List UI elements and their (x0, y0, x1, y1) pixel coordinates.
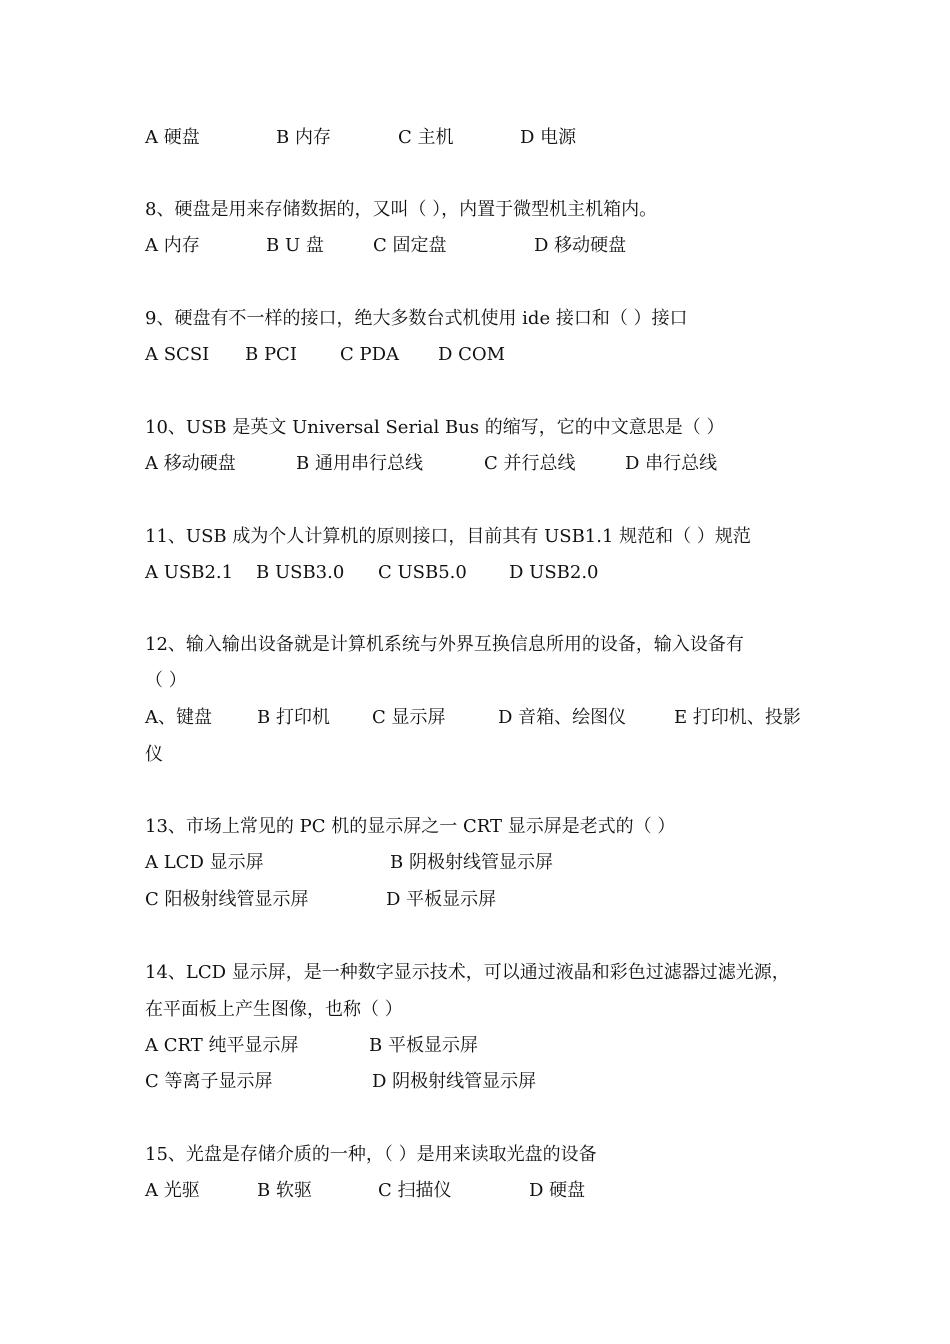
option-b: B U 盘 (266, 235, 324, 256)
option-d: D 音箱、绘图仪 (498, 707, 627, 728)
option-a: A 光驱 (145, 1180, 200, 1201)
option-b: B 通用串行总线 (296, 453, 423, 474)
option-b: B USB3.0 (256, 562, 345, 583)
option-d: D 电源 (520, 127, 577, 148)
option-b: B 内存 (276, 127, 331, 148)
option-d: D COM (438, 344, 506, 365)
option-b: B 打印机 (257, 707, 330, 728)
option-a: A LCD 显示屏 (145, 852, 264, 873)
option-c: C PDA (340, 344, 400, 365)
option-c: C 扫描仪 (378, 1180, 452, 1201)
option-d: D USB2.0 (509, 562, 599, 583)
question-14-text: 14、LCD 显示屏，是一种数字显示技术，可以通过液晶和彩色过滤器过滤光源， (145, 962, 790, 983)
question-14-text-continued: 在平面板上产生图像，也称（ ） (145, 999, 403, 1020)
option-c: C USB5.0 (378, 562, 467, 583)
option-c: C 并行总线 (484, 453, 576, 474)
option-a: A、键盘 (145, 707, 212, 728)
option-a: A 硬盘 (145, 127, 200, 148)
option-a: A 内存 (145, 235, 200, 256)
question-12-text: 12、输入输出设备就是计算机系统与外界互换信息所用的设备，输入设备有 (145, 634, 744, 655)
option-c: C 阳极射线管显示屏 (145, 889, 309, 910)
question-15-text: 15、光盘是存储介质的一种，（ ）是用来读取光盘的设备 (145, 1144, 597, 1165)
question-11-text: 11、USB 成为个人计算机的原则接口，目前其有 USB1.1 规范和（ ）规范 (145, 526, 751, 547)
option-b: B 阴极射线管显示屏 (390, 852, 553, 873)
option-d: D 阴极射线管显示屏 (372, 1071, 537, 1092)
option-b: B 平板显示屏 (369, 1035, 478, 1056)
option-c: C 主机 (398, 127, 454, 148)
option-c: C 固定盘 (373, 235, 447, 256)
option-a: A CRT 纯平显示屏 (145, 1035, 299, 1056)
option-b: B 软驱 (257, 1180, 312, 1201)
option-d: D 移动硬盘 (534, 235, 627, 256)
option-a: A USB2.1 (145, 562, 234, 583)
option-e: E 打印机、投影 (674, 707, 801, 728)
question-13-text: 13、市场上常见的 PC 机的显示屏之一 CRT 显示屏是老式的（ ） (145, 816, 676, 837)
option-c: C 显示屏 (372, 707, 446, 728)
question-8-text: 8、硬盘是用来存储数据的，又叫（ ），内置于微型机主机箱内。 (145, 199, 658, 220)
option-b: B PCI (245, 344, 297, 365)
option-d: D 硬盘 (529, 1180, 586, 1201)
option-a: A SCSI (145, 344, 210, 365)
question-10-text: 10、USB 是英文 Universal Serial Bus 的缩写，它的中文意思是（ ） (145, 417, 725, 438)
question-12-text-continued: （ ） (145, 670, 187, 691)
option-d: D 串行总线 (625, 453, 718, 474)
option-c: C 等离子显示屏 (145, 1071, 273, 1092)
option-a: A 移动硬盘 (145, 453, 236, 474)
option-d: D 平板显示屏 (386, 889, 497, 910)
question-12-options-wrap: 仪 (145, 744, 163, 765)
question-9-text: 9、硬盘有不一样的接口，绝大多数台式机使用 ide 接口和（ ）接口 (145, 308, 688, 329)
